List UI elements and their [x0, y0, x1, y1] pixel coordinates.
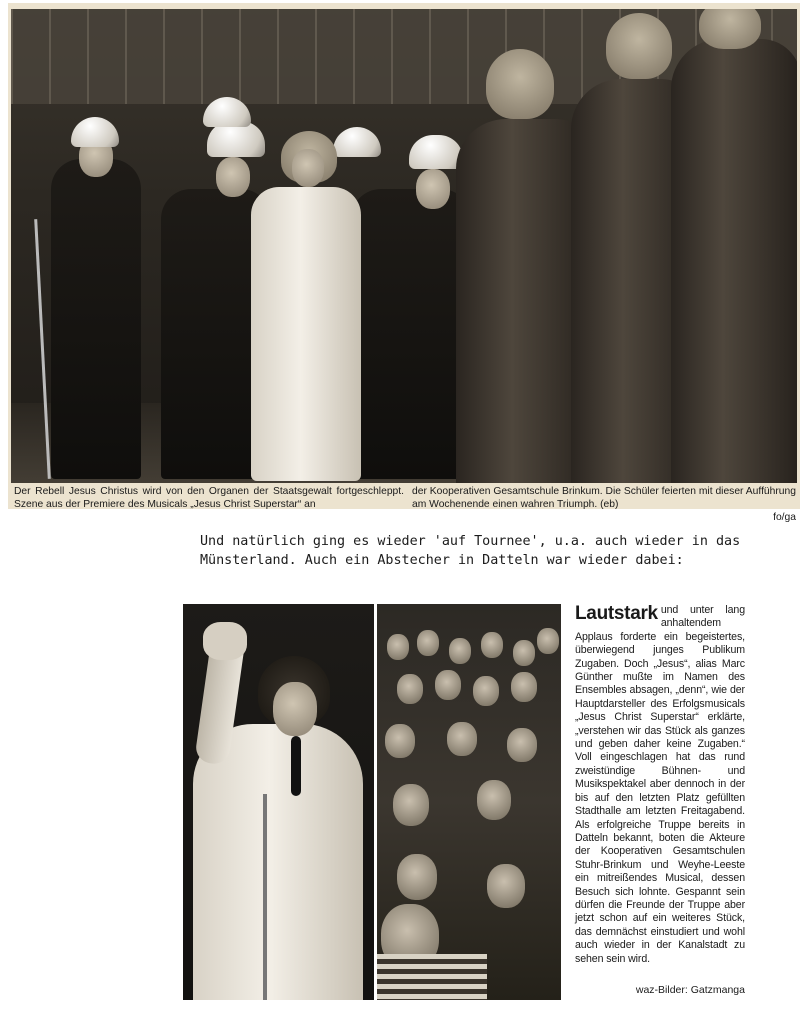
audience-face: [387, 634, 409, 660]
typewritten-note: [200, 532, 770, 570]
guard-face: [216, 157, 250, 197]
helmet-icon: [333, 127, 381, 157]
audience-face: [449, 638, 471, 664]
audience-face: [447, 722, 477, 756]
audience-photo: [377, 604, 561, 1000]
photo-credit-top: fo/ga: [773, 512, 796, 523]
helmet-icon: [409, 135, 463, 169]
newspaper-clipping-bottom: [183, 604, 749, 1004]
robed-figure-hair: [486, 49, 554, 119]
audience-face: [393, 784, 429, 826]
microphone-stand: [263, 794, 267, 1000]
guard-figure: [351, 189, 471, 479]
guard-figure: [51, 159, 141, 479]
audience-face: [435, 670, 461, 700]
audience-face: [473, 676, 499, 706]
photo-credit-bottom: waz-Bilder: Gatzmanga: [635, 984, 745, 996]
audience-sweater: [377, 954, 487, 1000]
audience-face: [477, 780, 511, 820]
caption-right-text: der Kooperativen Gesamtschule Brinkum. Die Schüler feierten mit dieser Aufführung am Wochenende einen wahren Triumph. (eb): [412, 486, 796, 510]
guard-face: [416, 169, 450, 209]
audience-face: [385, 724, 415, 758]
stage-photo-arrest-scene: [11, 9, 797, 483]
singer-hand-icon: [203, 622, 247, 660]
caption-column-left: Der Rebell Jesus Christus wird von den Organen der Staatsgewalt fortgeschleppt. Szene aus der Premiere des Musicals „Jesus Christ Superstar“ an: [14, 486, 404, 510]
article-lautstark: [575, 604, 745, 966]
audience-face: [511, 672, 537, 702]
jesus-figure: [251, 187, 361, 481]
typed-line-1: Und natürlich ging es wieder 'auf Tournee', u.a. auch wieder in das: [200, 534, 741, 549]
robed-figure: [671, 39, 797, 483]
article-body: und unter lang anhaltendem Applaus forderte ein begeistertes, überwiegend junges Publikum Zugaben. Doch „Jesus“, alias Marc Günther mußte im Namen des Ensembles absagen, „denn“, wie der Hauptdarsteller des Erfolgsmusicals „Jesus Christ Superstar“ erklärte, „verstehen wir das Stück als ganzes und geben daher keine Zugaben.“ Voll eingeschlagen hat das rund zweistündige Bühnen- und Musikspektakel aber dennoch in der bis auf den letzten Platz gefüllten Stadthalle am letzten Freitagabend. Als erfolgreiche Truppe bereits in Datteln bekannt, boten die Akteure der Kooperativen Gesamtschulen Stuhr-Brinkum und Weyhe-Leeste ein mitreißendes Musical, dessen Besuch sich lohnte. Gespannt sein dürfen die Freunde der Truppe aber jetzt schon auf ein weiteres Stück, das demnächst einstudiert und wohl auch wieder in der Kanalstadt zu sehen sein wird.: [575, 604, 745, 965]
robed-figure-hair: [606, 13, 672, 79]
audience-face: [537, 628, 559, 654]
microphone-icon: [291, 736, 301, 796]
audience-face: [513, 640, 535, 666]
photo-caption-top: [14, 485, 796, 524]
singer-face: [273, 682, 317, 736]
jesus-face: [292, 149, 324, 187]
singer-robe: [193, 724, 363, 1000]
singer-photo: [183, 604, 374, 1000]
helmet-icon: [71, 117, 119, 147]
caption-column-right: [412, 485, 796, 524]
audience-face: [397, 674, 423, 704]
robed-figure-hair: [699, 9, 761, 49]
audience-face: [417, 630, 439, 656]
typed-line-2: Münsterland. Auch ein Abstecher in Datteln war wieder dabei:: [200, 553, 684, 568]
newspaper-clipping-top: [8, 3, 800, 523]
audience-face: [487, 864, 525, 908]
article-kicker: Lautstark: [575, 603, 658, 624]
audience-face: [481, 632, 503, 658]
audience-face: [397, 854, 437, 900]
audience-face: [507, 728, 537, 762]
